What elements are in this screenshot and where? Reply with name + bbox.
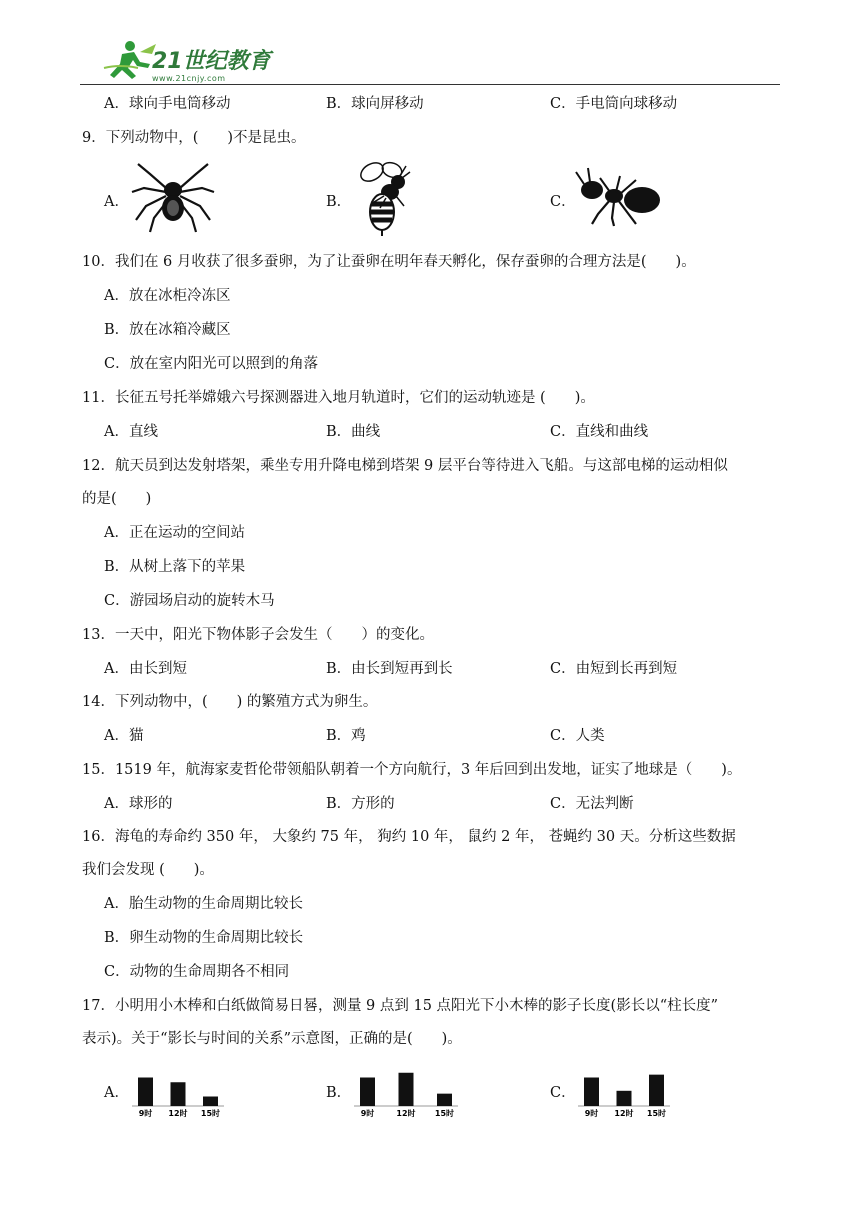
q15-option-c: C．无法判断 [550, 796, 634, 812]
q16-stem-line2: 我们会发现 ( )。 [82, 862, 214, 878]
chart-bar [399, 1073, 414, 1106]
chart-bar [360, 1078, 375, 1107]
logo-url: www.21cnjy.com [152, 74, 226, 83]
chart-tick-label: 15时 [200, 1109, 221, 1118]
q11-option-a: A．直线 [104, 424, 158, 440]
q8-option-b: B．球向屏移动 [326, 96, 424, 112]
q13-option-b: B．由长到短再到长 [326, 661, 453, 677]
chart-tick-label: 9时 [138, 1109, 153, 1118]
q16-stem-line1: 16．海龟的寿命约 350 年， 大象约 75 年， 狗约 10 年， 鼠约 2 年， 苍蝇约 30 天。分析这些数据 [82, 829, 736, 845]
q16-option-b: B．卵生动物的生命周期比较长 [104, 930, 304, 946]
q9-label-a: A． [104, 194, 129, 210]
q14-option-c: C．人类 [550, 728, 605, 744]
q9-label-b: B． [326, 194, 352, 210]
q13-option-a: A．由长到短 [104, 661, 187, 677]
q8-option-c: C．手电筒向球移动 [550, 96, 678, 112]
q9-stem: 9．下列动物中，( )不是昆虫。 [82, 130, 306, 146]
q9-label-c: C． [550, 194, 576, 210]
q10-option-c: C．放在室内阳光可以照到的角落 [104, 356, 319, 372]
chart-tick-label: 9时 [360, 1109, 375, 1118]
chart-tick-label: 15时 [434, 1109, 455, 1118]
q15-stem: 15．1519 年，航海家麦哲伦带领船队朝着一个方向航行，3 年后回到出发地，证实了地球是（ )。 [82, 762, 742, 778]
logo-text: 21世纪教育 [152, 49, 271, 74]
chart-tick-label: 15时 [646, 1109, 667, 1118]
runner-icon [104, 41, 156, 79]
q17-chart-a [130, 1062, 226, 1120]
bee-icon [356, 160, 414, 238]
chart-tick-label: 12时 [396, 1109, 416, 1118]
logo [100, 38, 280, 84]
chart-tick-label: 9时 [584, 1109, 599, 1118]
q17-label-a: A． [104, 1085, 129, 1101]
q15-option-a: A．球形的 [104, 796, 173, 812]
chart-tick-label: 12时 [168, 1109, 188, 1118]
q13-stem: 13．一天中，阳光下物体影子会发生（ ）的变化。 [82, 627, 434, 643]
q13-option-c: C．由短到长再到短 [550, 661, 678, 677]
q14-stem: 14．下列动物中，( ) 的繁殖方式为卵生。 [82, 694, 378, 710]
q11-stem: 11．长征五号托举嫦娥六号探测器进入地月轨道时，它们的运动轨迹是 ( )。 [82, 390, 595, 406]
q12-stem-line2: 的是( ) [82, 491, 152, 507]
q11-option-c: C．直线和曲线 [550, 424, 649, 440]
q17-chart-c [576, 1062, 672, 1120]
spider-icon [130, 162, 216, 234]
q10-stem: 10．我们在 6 月收获了很多蚕卵，为了让蚕卵在明年春天孵化，保存蚕卵的合理方法是( )。 [82, 254, 696, 270]
q17-chart-b [352, 1062, 460, 1120]
chart-bar [138, 1078, 153, 1107]
ant-icon [574, 166, 666, 228]
q14-option-a: A．猫 [104, 728, 144, 744]
q12-option-a: A．正在运动的空间站 [104, 525, 245, 541]
page-header [100, 38, 780, 86]
q15-option-b: B．方形的 [326, 796, 395, 812]
q17-label-b: B． [326, 1085, 352, 1101]
q16-option-c: C．动物的生命周期各不相同 [104, 964, 290, 980]
q17-stem-line1: 17．小明用小木棒和白纸做简易日晷，测量 9 点到 15 点阳光下小木棒的影子长度(影长以“柱长度” [82, 998, 719, 1014]
q17-label-c: C． [550, 1085, 576, 1101]
q11-option-b: B．曲线 [326, 424, 381, 440]
q12-stem-line1: 12．航天员到达发射塔架，乘坐专用升降电梯到塔架 9 层平台等待进入飞船。与这部电梯的运动相似 [82, 458, 728, 474]
q10-option-b: B．放在冰箱冷藏区 [104, 322, 231, 338]
q12-option-c: C．游园场启动的旋转木马 [104, 593, 275, 609]
q17-stem-line2: 表示)。关于“影长与时间的关系”示意图，正确的是( )。 [82, 1031, 462, 1047]
chart-bar [649, 1075, 664, 1106]
chart-bar [437, 1094, 452, 1106]
q10-option-a: A．放在冰柜冷冻区 [104, 288, 231, 304]
q12-option-b: B．从树上落下的苹果 [104, 559, 246, 575]
q8-option-a: A．球向手电筒移动 [104, 96, 231, 112]
chart-bar [617, 1091, 632, 1106]
chart-bar [584, 1078, 599, 1107]
chart-bar [203, 1097, 218, 1107]
q14-option-b: B．鸡 [326, 728, 366, 744]
header-divider [80, 84, 780, 85]
q16-option-a: A．胎生动物的生命周期比较长 [104, 896, 303, 912]
chart-tick-label: 12时 [614, 1109, 634, 1118]
chart-bar [171, 1082, 186, 1106]
